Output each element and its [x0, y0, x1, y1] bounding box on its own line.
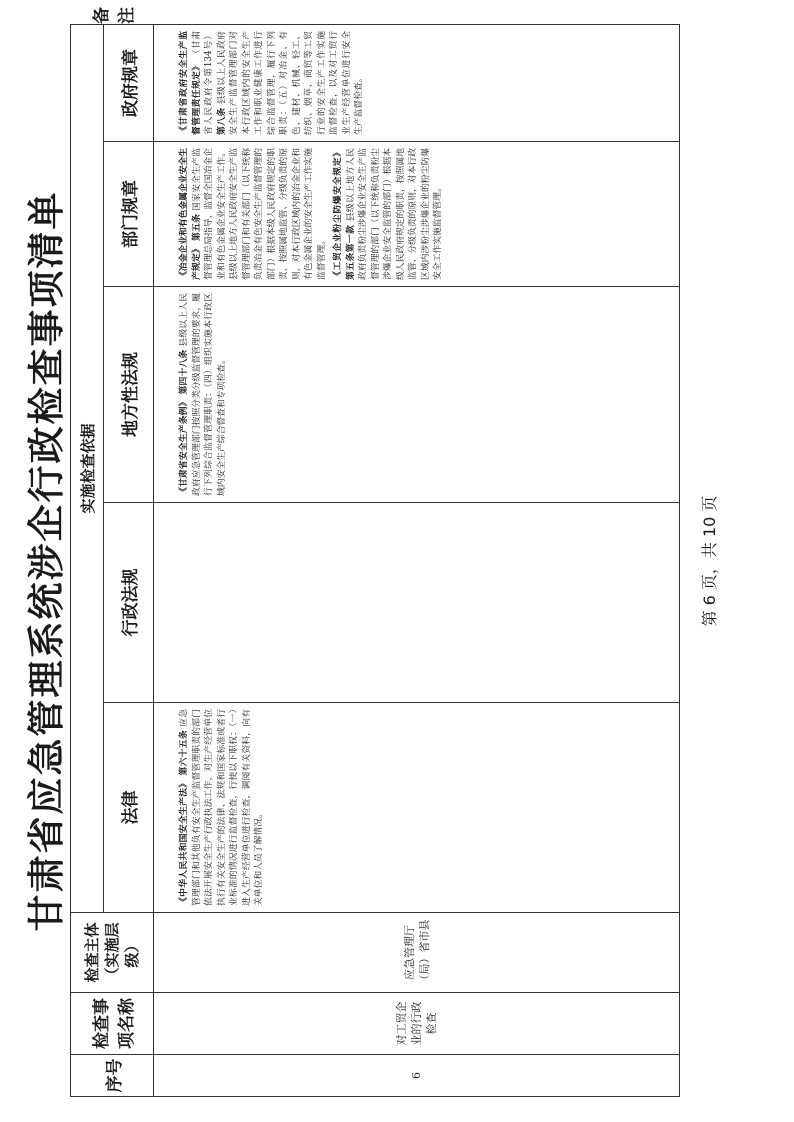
header-dept-rule: 部门规章 — [104, 142, 154, 287]
dept-rule-2-article: 第五条第一款 — [345, 224, 356, 280]
row-seq: 6 — [154, 1055, 680, 1097]
gov-rule-article: 第八条 — [216, 107, 227, 135]
header-subject: 检查主体（实施层级） — [71, 913, 154, 993]
dept-rule-2-title: 《工贸企业粉尘防爆安全规定》 — [333, 148, 343, 280]
local-reg-text: 县级以上人民政府应急管理部门按照分类分级监督管理的要求，履行下列综合监督管理职责：（四）组织实施本行政区域内安全生产综合督查和专项检查。 — [179, 293, 227, 496]
law-text: 应急管理部门和其他负有安全生产监督管理职责的部门依法开展安全生产行政执法工作，对生产经营单位执行有关安全生产的法律、法规和国家标准或者行业标准的情况进行监督检查，行使以下职权：（一）进入生产经营单位进行检查，调阅有关资料，向有关单位和人员了解情况。 — [179, 709, 264, 906]
dept-rule-1-title: 《冶金企业和有色金属企业安全生产规定》 — [179, 148, 202, 280]
page-number: 第 6 页，共 10 页 — [700, 495, 719, 627]
law-title: 《中华人民共和国安全生产法》 — [179, 778, 189, 906]
local-reg-title: 《甘肃省安全生产条例》 — [179, 397, 189, 496]
page-title: 甘肃省应急管理系统涉企行政检查事项清单 — [24, 190, 68, 932]
row-admin-reg — [154, 503, 680, 703]
dept-rule-1-text: 国家安全生产监督管理总局指导、监督全国冶金企业和有色金属企业安全生产工作。县级以上地方人民政府安全生产监督管理部门和有关部门（以下统称负责冶金有色安全生产监督管理的部门）根据本级人民政府规定的职责，按照属地监管、分级负责的原则，对本行政区域内的冶金企业和有色金属企业的安全生产工作实施监督管理。 — [191, 148, 327, 280]
header-admin-reg: 行政法规 — [104, 503, 154, 703]
local-reg-article: 第四十八条 — [179, 349, 189, 395]
header-law: 法律 — [104, 703, 154, 913]
row-gov-rule — [154, 25, 680, 142]
header-gov-rule: 政府规章 — [104, 25, 154, 142]
gov-rule-source: （甘肃省人民政府令第134号） — [191, 31, 214, 135]
row-local-reg — [154, 287, 680, 503]
header-item-name: 检查事项名称 — [71, 993, 154, 1055]
row-subject: 应急管理厅（局）省市县 — [154, 913, 680, 993]
header-seq: 序号 — [71, 1055, 154, 1097]
table-row — [154, 25, 680, 1097]
law-article: 第六十五条 — [179, 730, 189, 776]
row-item-name: 对工贸企业的行政检查 — [154, 993, 680, 1055]
header-basis: 实施检查依据 — [71, 25, 104, 913]
dept-rule-2-text: 县级以上地方人民政府负责粉尘涉爆企业安全生产监督管理的部门（以下统称负责粉尘涉爆企业安全监管的部门）根据本级人民政府规定的职责，按照属地监管、分级负责的原则，对本行政区域内涉粉尘涉爆企业的粉尘防爆安全工作实施监督管理。 — [345, 148, 443, 280]
row-law — [154, 703, 680, 913]
inspection-items-table: 序号 检查事项名称 检查主体（实施层级） 实施检查依据 备注 法律 行政法规 地方性法规 部门规章 政府规章 6 对工贸企业的行政检查 应急管理厅（局）省市县 《中华人民共和国安全生产法》 第六十五条 应急管理部门和其他负有安全生产监督管理职责的部门依法开展安全生产行政执法工作，对生产经营单位执行有关安全生产的法律、法规和国家标准或者行业标准的情况进行监督检查，行使以下职权：（一）进入生产经营单位进行检查，调阅有关资料，向有关单位和人员了解情况。 《甘肃省安全生产条例》 第四十八条 县级以上人民政府应急管理部门按照分类分级监督管理的要求，履行下列综合监督管理职责：（四）组织实施本行政区域内安全生产综合督查和专项检查。 《冶金企业和有色金属企业安全生产规定》 第五条 国家安全生产监督管理总局指导、监督全国冶金企业和有色金属企业安全生产工作。县级以上地方人民政府安全生产监督管理部门和有关部门（以下统称负责冶金有色安全生产监督管理的部门）根据本级人民政府规定的职责，按照属地监管、分级负责的原则，对本行政区域内的冶金企业和有色金属企业的安全生产工作实施监督管理。 《工贸企业粉尘防爆安全规定》 第五条第一款 县级以上地方人民政府负责粉尘涉爆企业安全生产监督管理的部门（以下统称负责粉尘涉爆企业安全监管的部门）根据本级人民政府规定的职责，按照属地监管、分级负责的原则，对本行政区域内涉粉尘涉爆企业的粉尘防爆安全工作实施监督管理。 《甘肃省政府安全生产监督管理责任规定》 （甘肃省人民政府令第134号） 第八条 县级以上人民政府安全生产监督管理部门对本行政区域内的安全生产工作和职业健康工作进行综合监督管理，履行下列职责：（五）对冶金、有色、建材、机械、轻工、纺织、烟草、商贸等工贸行业的安全生产工作实施监督检查，以及对工贸行业生产经营单位进行安全生产监督检查。 — [70, 24, 680, 1097]
gov-rule-title: 《甘肃省政府安全生产监督管理责任规定》 — [179, 31, 202, 135]
gov-rule-text: 县级以上人民政府安全生产监督管理部门对本行政区域内的安全生产工作和职业健康工作进行综合监督管理，履行下列职责：（五）对冶金、有色、建材、机械、轻工、纺织、烟草、商贸等工贸行业的安全生产工作实施监督检查，以及对工贸行业生产经营单位进行安全生产监督检查。 — [216, 31, 364, 135]
row-dept-rule — [154, 142, 680, 287]
header-local-reg: 地方性法规 — [104, 287, 154, 503]
dept-rule-1-article: 第五条 — [191, 213, 202, 241]
